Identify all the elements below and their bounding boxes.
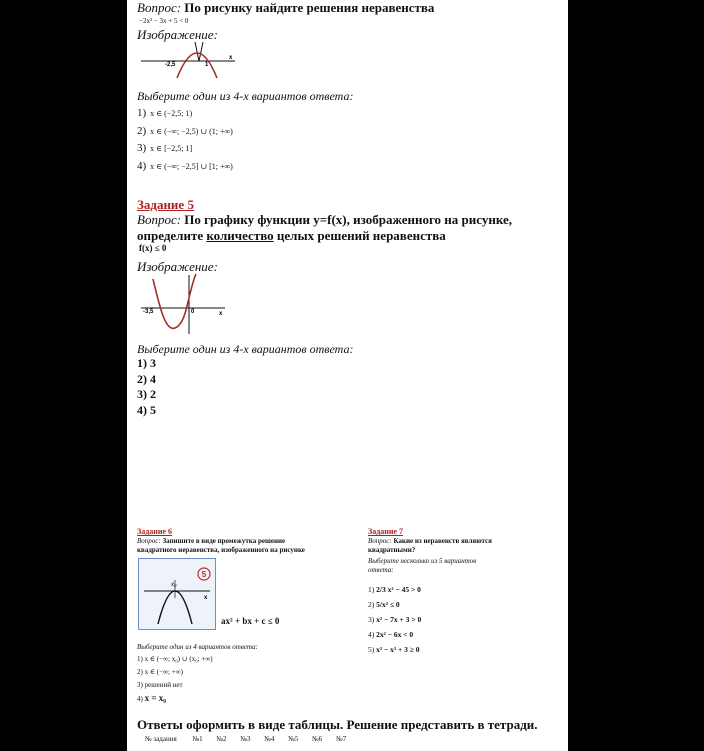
task5-options — [137, 356, 156, 418]
y-axis-marker — [195, 42, 203, 61]
question-prefix: Вопрос: — [137, 0, 182, 15]
option-1[interactable]: 1) 3 — [137, 356, 156, 370]
task4-parabola-graph — [139, 42, 239, 82]
badge-number: 5 — [201, 570, 207, 579]
task4-question — [137, 0, 434, 16]
task7-choose-label: Выберите несколько из 5 вариантов ответа: — [368, 557, 477, 574]
axis-label: x — [219, 311, 223, 317]
task5-image-label: Изображение: — [137, 259, 218, 274]
option-2[interactable]: 2) 5/x² ≤ 0 — [368, 600, 400, 609]
axis-label: x — [204, 595, 208, 601]
left-root-label: -3,5 — [143, 309, 154, 315]
option-2[interactable]: 2) x ∈ (−∞; +∞) — [137, 668, 184, 676]
task4-choose-label: Выберите один из 4-х вариантов ответа: — [137, 89, 354, 103]
option-4[interactable]: 4) x = x₀ — [137, 693, 166, 703]
task6-options — [137, 653, 213, 706]
task6-choose-label: Выберите один из 4 вариантов ответа: — [137, 643, 258, 651]
parabola-curve — [177, 53, 217, 78]
task4-inequality: −2x² − 3x + 5 < 0 — [139, 17, 189, 25]
option-1[interactable]: 1) 2/3 x² − 45 > 0 — [368, 585, 421, 594]
table-header-cell: №3 — [240, 735, 251, 743]
task7-question: Вопрос: Какие из неравенств являются квадратными? — [368, 537, 492, 554]
option-3[interactable]: 3) x² − 7x + 3 > 0 — [368, 615, 422, 624]
worksheet-page — [127, 0, 568, 751]
option-4[interactable]: 4) x ∈ (−∞; −2,5] ∪ [1; +∞) — [137, 159, 233, 172]
option-4[interactable]: 4) 5 — [137, 402, 156, 417]
option-2[interactable]: 2) 4 — [137, 371, 156, 386]
task5-question-line1: Вопрос: По графику функции y=f(x), изображенного на рисунке, — [137, 212, 513, 227]
left-root-label: -2,5 — [165, 62, 176, 68]
task7-options — [368, 582, 421, 657]
option-1[interactable]: 1) x ∈ (−∞; x₀) ∪ (x₀; +∞) — [137, 655, 213, 663]
task4-options — [137, 104, 233, 174]
task7-title: Задание 7 — [368, 527, 404, 536]
option-3[interactable]: 3) 2 — [137, 387, 156, 401]
question-text: По рисунку найдите решения неравенства — [184, 0, 435, 15]
table-header-cell: № задания — [145, 735, 177, 743]
table-header-cell: №2 — [216, 735, 227, 743]
axis-label: x — [229, 55, 233, 61]
x0-label: x₀ — [171, 582, 177, 588]
task5-choose-label: Выберите один из 4-х вариантов ответа: — [137, 342, 354, 356]
option-4[interactable]: 4) 2x² − 6x < 0 — [368, 630, 414, 639]
option-3[interactable]: 3) решений нет — [137, 681, 183, 689]
option-5[interactable]: 5) x² − x³ + 3 ≥ 0 — [368, 645, 420, 654]
task5-inequality: f(x) ≤ 0 — [139, 243, 167, 253]
function-curve — [153, 274, 196, 328]
option-1[interactable]: 1) x ∈ (−2,5; 1) — [137, 107, 193, 119]
task6-question: Вопрос: Запишите в виде промежутка решение квадратного неравенства, изображенного на рисунке — [137, 537, 305, 554]
table-header-cell: №6 — [312, 735, 323, 743]
table-header-cell: №4 — [264, 735, 275, 743]
task5-function-graph — [139, 274, 229, 336]
zero-label: 0 — [191, 309, 195, 315]
task6-parabola-graph — [138, 558, 216, 630]
answer-instruction: Ответы оформить в виде таблицы. Решение представить в тетради. — [137, 717, 538, 732]
right-root-label: 1 — [205, 62, 209, 68]
answer-table-header — [145, 735, 346, 743]
task6-title: Задание 6 — [137, 527, 173, 536]
table-header-cell: №5 — [288, 735, 299, 743]
task5-title: Задание 5 — [137, 197, 194, 212]
task4-image-label: Изображение: — [137, 27, 218, 42]
task5-question-line2: определите количество целых решений неравенства — [137, 228, 446, 243]
option-3[interactable]: 3) x ∈ [−2,5; 1] — [137, 142, 193, 154]
task6-inequality: ax² + bx + c ≤ 0 — [221, 616, 280, 626]
table-header-cell: №7 — [336, 735, 347, 743]
option-2[interactable]: 2) x ∈ (−∞; −2,5) ∪ (1; +∞) — [137, 124, 233, 137]
table-header-cell: №1 — [192, 735, 203, 743]
